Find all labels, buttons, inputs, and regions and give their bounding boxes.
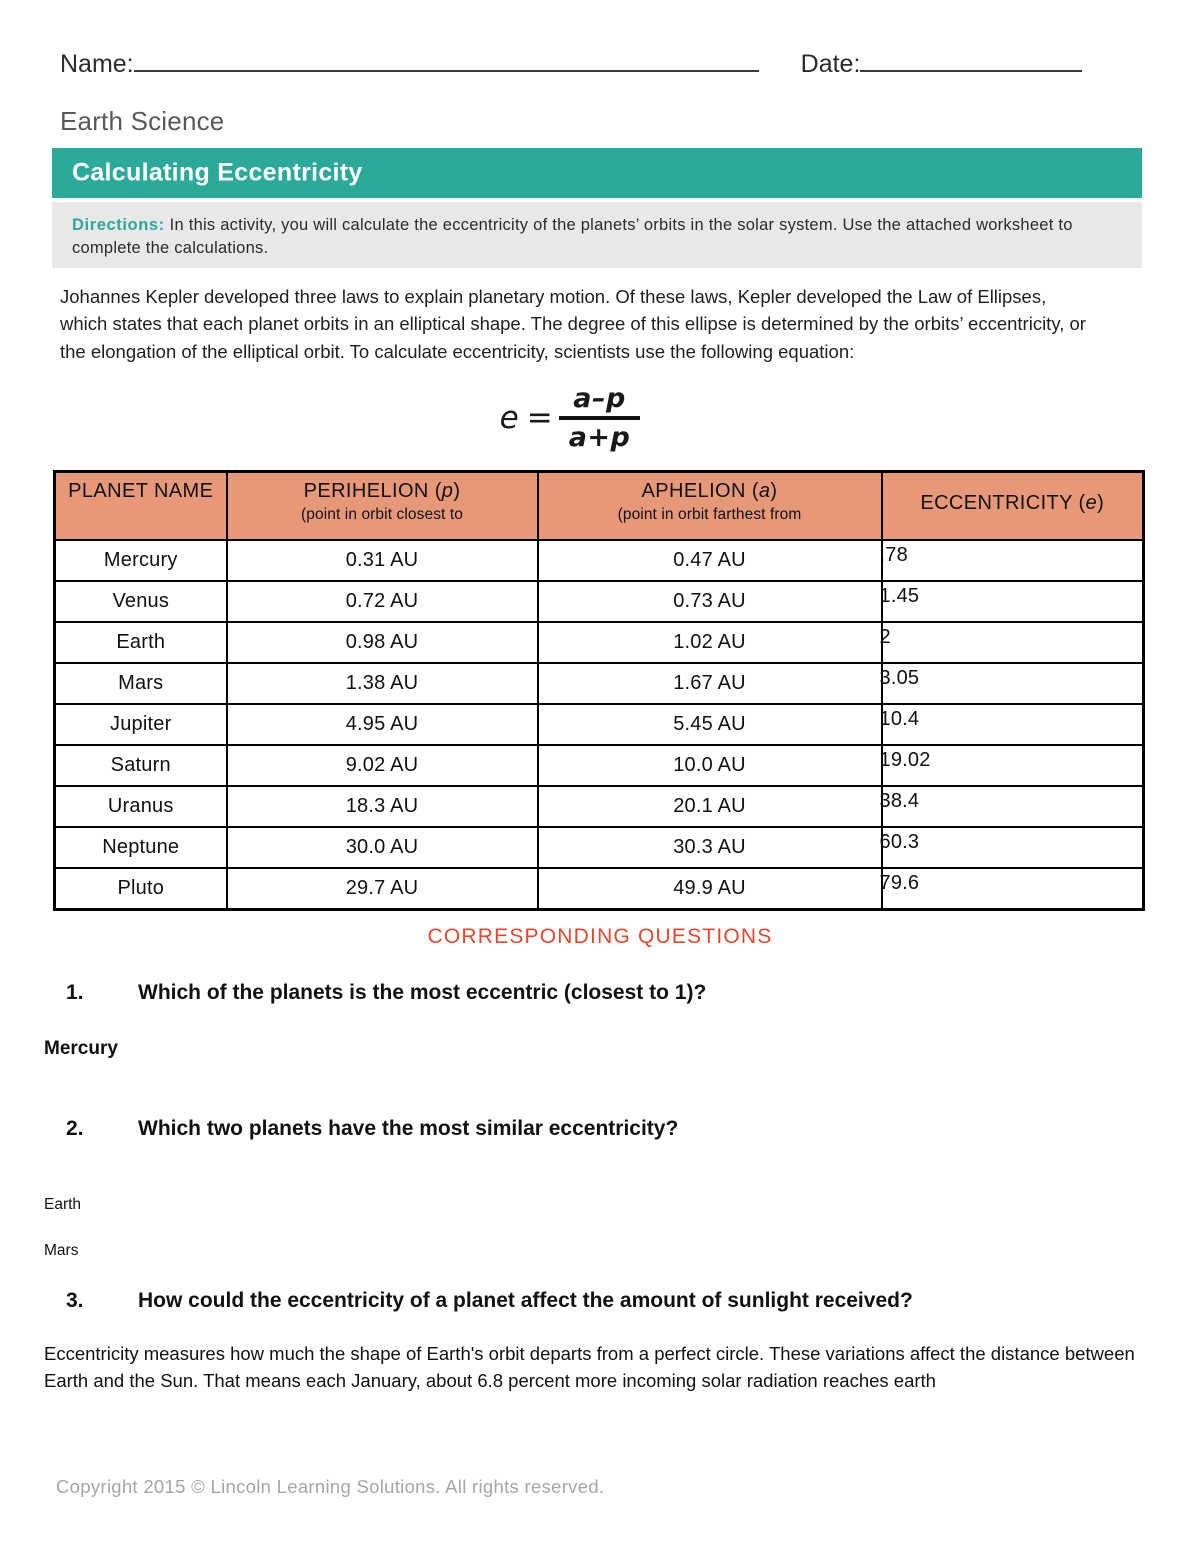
table-row	[55, 663, 1144, 704]
cell-planet-name: Saturn	[55, 745, 227, 786]
cell-perihelion: 1.38 AU	[227, 663, 538, 704]
column-header-planet-name-label: PLANET NAME	[68, 480, 214, 502]
column-header-eccentricity-label: ECCENTRICITY (e)	[920, 492, 1105, 514]
cell-perihelion: 29.7 AU	[227, 868, 538, 910]
cell-eccentricity[interactable]	[879, 704, 1144, 745]
cell-eccentricity-value: 38.4	[879, 790, 920, 812]
cell-eccentricity[interactable]	[879, 786, 1144, 827]
cell-aphelion: 10.0 AU	[538, 745, 882, 786]
question-2	[66, 1117, 1126, 1141]
question-2-number: 2.	[66, 1117, 84, 1140]
column-header-perihelion-label: PERIHELION (p)	[303, 480, 461, 502]
column-header-perihelion	[227, 472, 538, 541]
column-header-aphelion	[538, 472, 882, 541]
answer-3[interactable]: Eccentricity measures how much the shape of Earth's orbit departs from a perfect circle. These variations affect the distance between Earth and the Sun. That means each January, about 6.8 percent more incoming solar radiation reaches earth	[44, 1343, 1135, 1391]
cell-eccentricity-value: 1.45	[879, 585, 920, 607]
cell-perihelion: 0.72 AU	[227, 581, 538, 622]
cell-planet-name: Uranus	[55, 786, 227, 827]
cell-perihelion: 30.0 AU	[227, 827, 538, 868]
questions-heading: CORRESPONDING QUESTIONS	[427, 925, 773, 948]
cell-eccentricity[interactable]	[879, 745, 1144, 786]
answer-2-line-2[interactable]: Mars	[44, 1242, 79, 1259]
table-body	[55, 540, 1144, 910]
directions-label: Directions:	[72, 216, 165, 234]
table-row	[55, 581, 1144, 622]
directions-box	[52, 202, 1142, 268]
cell-aphelion: 1.67 AU	[538, 663, 882, 704]
cell-planet-name: Jupiter	[55, 704, 227, 745]
cell-planet-name: Mars	[55, 663, 227, 704]
date-blank-line[interactable]	[860, 48, 1082, 72]
equation-left-side: e	[499, 400, 519, 437]
cell-aphelion: 0.47 AU	[538, 540, 882, 581]
cell-planet-name: Earth	[55, 622, 227, 663]
column-header-perihelion-sub: (point in orbit closest to	[301, 505, 463, 523]
equation-equals-sign: =	[526, 400, 553, 437]
question-3-text: How could the eccentricity of a planet affect the amount of sunlight received?	[138, 1289, 913, 1312]
equation-denominator: a+p	[568, 422, 631, 454]
column-header-aphelion-label: APHELION (a)	[641, 480, 778, 502]
name-label: Name:	[60, 50, 134, 78]
cell-eccentricity[interactable]	[879, 540, 1144, 581]
name-blank-line[interactable]	[134, 48, 759, 72]
copyright-footer: Copyright 2015 © Lincoln Learning Solutions. All rights reserved.	[56, 1476, 605, 1497]
date-label: Date:	[800, 50, 861, 78]
cell-aphelion: 49.9 AU	[538, 868, 882, 910]
cell-perihelion: 18.3 AU	[227, 786, 538, 827]
eccentricity-equation	[0, 383, 1200, 453]
cell-aphelion: 0.73 AU	[538, 581, 882, 622]
cell-eccentricity-value: 79.6	[879, 872, 920, 894]
question-3-number: 3.	[66, 1289, 84, 1312]
cell-eccentricity-value: 19.02	[879, 749, 931, 771]
cell-perihelion: 0.31 AU	[227, 540, 538, 581]
directions-body: In this activity, you will calculate the eccentricity of the planets’ orbits in the solar system. Use the attached worksheet to complete the calculations.	[72, 216, 1073, 258]
answer-2-line-1[interactable]: Earth	[44, 1196, 82, 1213]
question-3	[66, 1289, 1126, 1313]
table-row	[55, 786, 1144, 827]
cell-planet-name: Pluto	[55, 868, 227, 910]
cell-perihelion: 4.95 AU	[227, 704, 538, 745]
equation-numerator: a–p	[573, 383, 626, 414]
cell-eccentricity-value: 60.3	[879, 831, 920, 853]
table-header	[55, 472, 1144, 541]
fraction-bar	[559, 416, 641, 420]
intro-paragraph: Johannes Kepler developed three laws to explain planetary motion. Of these laws, Kepler developed the Law of Ellipses, which states that each planet orbits in an elliptical shape. The degree of this ellipse is determined by the orbits’ eccentricity, or the elongation of the elliptical orbit. To calculate eccentricity, scientists use the following equation:	[60, 286, 1086, 362]
cell-perihelion: 0.98 AU	[227, 622, 538, 663]
column-header-planet-name	[55, 472, 227, 541]
course-title: Earth Science	[60, 106, 225, 136]
table-row	[55, 540, 1144, 581]
table-row	[55, 868, 1144, 910]
cell-aphelion: 1.02 AU	[538, 622, 882, 663]
cell-aphelion: 30.3 AU	[538, 827, 882, 868]
cell-planet-name: Neptune	[55, 827, 227, 868]
question-2-text: Which two planets have the most similar eccentricity?	[138, 1117, 679, 1140]
column-header-eccentricity	[882, 472, 1144, 541]
equation-fraction	[559, 383, 641, 453]
question-1	[66, 981, 1126, 1005]
answer-1[interactable]: Mercury	[44, 1038, 118, 1059]
cell-eccentricity[interactable]	[879, 663, 1144, 704]
column-header-aphelion-sub: (point in orbit farthest from	[617, 505, 802, 523]
cell-planet-name: Venus	[55, 581, 227, 622]
activity-banner	[52, 148, 1142, 198]
cell-eccentricity-value: 2	[879, 626, 891, 648]
cell-eccentricity[interactable]	[879, 827, 1144, 868]
cell-eccentricity-value: 10.4	[879, 708, 920, 730]
table-row	[55, 827, 1144, 868]
cell-aphelion: 20.1 AU	[538, 786, 882, 827]
activity-title: Calculating Eccentricity	[72, 158, 363, 187]
name-date-line	[60, 48, 1140, 79]
table-header-row	[55, 472, 1144, 541]
directions-text	[72, 214, 1122, 261]
question-1-text: Which of the planets is the most eccentric (closest to 1)?	[138, 981, 707, 1004]
table-row	[55, 622, 1144, 663]
table-row	[55, 745, 1144, 786]
cell-aphelion: 5.45 AU	[538, 704, 882, 745]
cell-eccentricity[interactable]	[879, 868, 1144, 910]
cell-eccentricity-value: .78	[879, 544, 908, 566]
cell-eccentricity-value: 3.05	[879, 667, 920, 689]
planet-eccentricity-table	[53, 470, 1145, 911]
cell-perihelion: 9.02 AU	[227, 745, 538, 786]
cell-eccentricity[interactable]	[879, 622, 1144, 663]
table-row	[55, 704, 1144, 745]
question-1-number: 1.	[66, 981, 84, 1004]
cell-eccentricity[interactable]	[879, 581, 1144, 622]
cell-planet-name: Mercury	[55, 540, 227, 581]
